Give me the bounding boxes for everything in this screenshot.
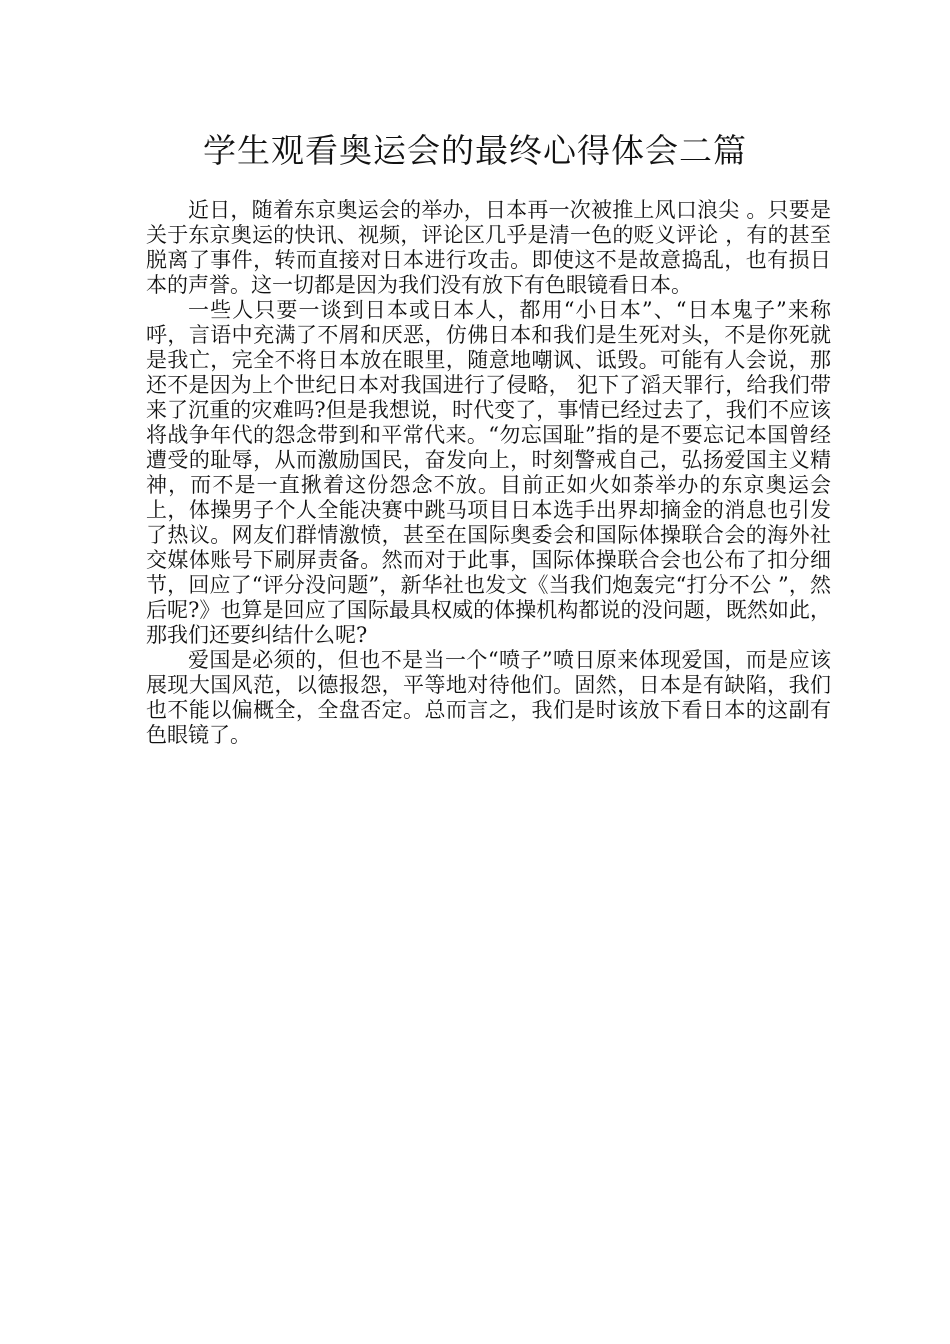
paragraph-2: 一些人只要一谈到日本或日本人，都用“小日本”、“日本鬼子”来称呼，言语中充满了不屑和厌恶，仿佛日本和我们是生死对头，不是你死就是我亡，完全不将日本放在眼里，随意地嘲讽、诋毁。可能有人会说，那还不是因为上个世纪日本对我国进行了侵略， 犯下了滔天罪行，给我们带来了沉重的灾难吗?但是我想说，时代变了，事情已经过去了，我们不应该将战争年代的怨念带到和平常代来。“勿忘国耻”指的是不要忘记本国曾经遭受的耻辱，从而激励国民，奋发向上，时刻警戒自己，弘扬爱国主义精神，而不是一直揪着这份怨念不放。目前正如火如荼举办的东京奥运会上，体操男子个人全能决赛中跳马项目日本选手出界却摘金的消息也引发了热议。网友们群情激愤，甚至在国际奥委会和国际体操联合会的海外社交媒体账号下刷屏责备。然而对于此事，国际体操联合会也公布了扣分细节，回应了“评分没问题”，新华社也发文《当我们炮轰完“打分不公 ”，然后呢?》也算是回应了国际最具权威的体操机构都说的没问题，既然如此，那我们还要纠结什么呢? (146, 298, 831, 647)
paragraph-1: 近日，随着东京奥运会的举办，日本再一次被推上风口浪尖 。只要是关于东京奥运的快讯、视频，评论区几乎是清一色的贬义评论 ，有的甚至脱离了事件，转而直接对日本进行攻击。即使这不是故意捣乱，也有损日本的声誉。这一切都是因为我们没有放下有色眼镜看日本。 (146, 198, 831, 297)
paragraph-3: 爱国是必须的，但也不是当一个“喷子”喷日原来体现爱国，而是应该展现大国风范，以德报怨，平等地对待他们。固然，日本是有缺陷，我们也不能以偏概全，全盘否定。总而言之，我们是时该放下看日本的这副有色眼镜了。 (146, 648, 831, 747)
document-body (146, 198, 831, 748)
document-title: 学生观看奥运会的最终心得体会二篇 (203, 131, 747, 170)
